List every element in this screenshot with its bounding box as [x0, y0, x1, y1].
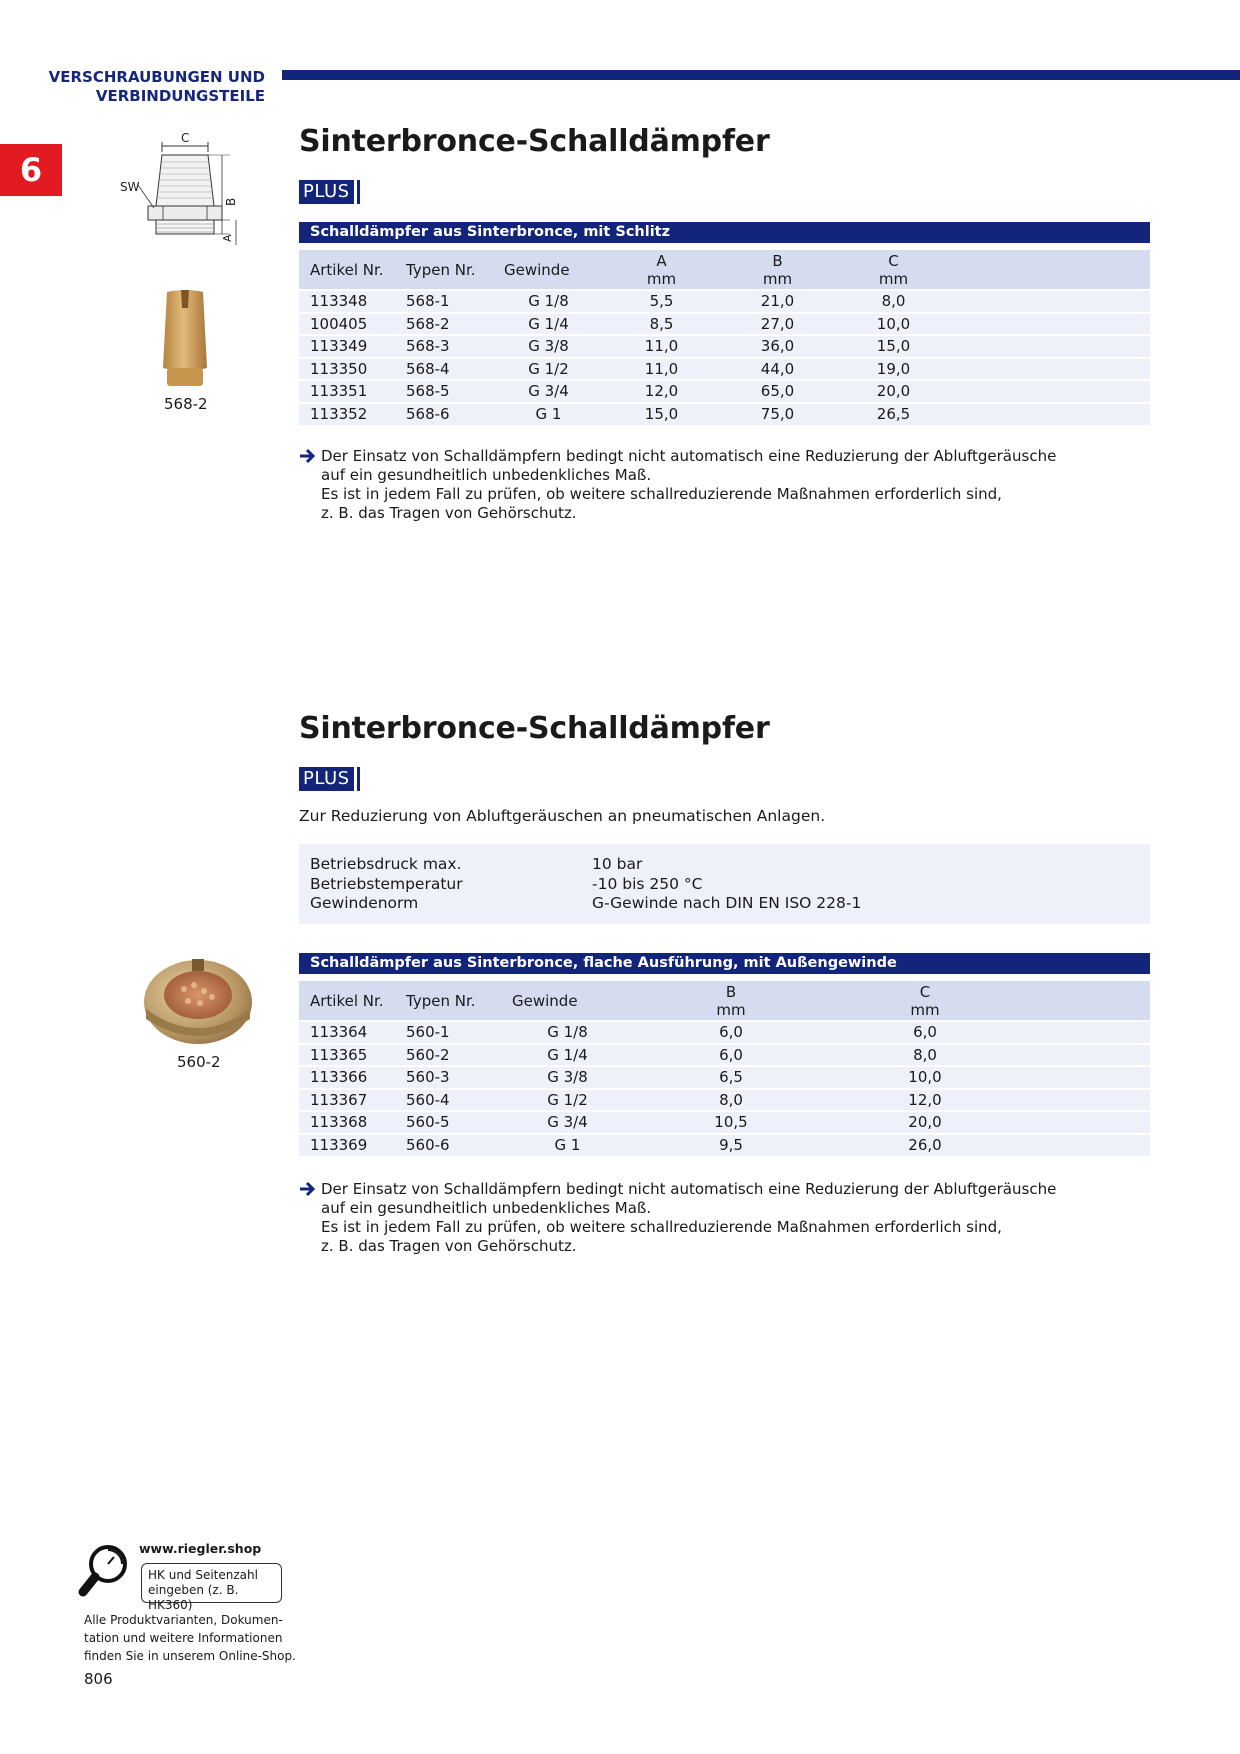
footer-info-line: tation und weitere Informationen	[84, 1631, 283, 1645]
note-1	[299, 447, 1056, 523]
plus-badge-text: PLUS	[299, 180, 354, 204]
table-row: 113349 568-3 G 3/8 11,0 36,0 15,0	[299, 335, 1150, 358]
plus-badge-bar	[357, 767, 360, 791]
table-row: 113367 560-4 G 1/2 8,0 12,0	[299, 1089, 1150, 1112]
note-1-line: Es ist in jedem Fall zu prüfen, ob weitere schallreduzierende Maßnahmen erforderlich sind,	[321, 485, 1002, 503]
table-row: 113369 560-6 G 1 9,5 26,0	[299, 1134, 1150, 1157]
header-rule	[282, 70, 1240, 80]
property-value: -10 bis 250 °C	[592, 874, 703, 893]
note-1-line: z. B. das Tragen von Gehörschutz.	[321, 504, 577, 522]
header-b: B mm	[762, 251, 793, 288]
chapter-tab: 6	[0, 144, 62, 196]
table-2-title: Schalldämpfer aus Sinterbronce, flache Ausführung, mit Außengewinde	[299, 953, 1150, 974]
dim-label-a: A	[221, 234, 234, 242]
footer-info-line: Alle Produktvarianten, Dokumen-	[84, 1613, 283, 1627]
table-row: 113348 568-1 G 1/8 5,5 21,0 8,0	[299, 290, 1150, 313]
header-b: B mm	[716, 982, 746, 1019]
muffler-568-photo	[155, 288, 215, 390]
table-row: 113364 560-1 G 1/8 6,0 6,0	[299, 1021, 1150, 1044]
dim-label-c: C	[181, 131, 190, 145]
plus-badge-text: PLUS	[299, 767, 354, 791]
header-artikel: Artikel Nr.	[310, 991, 384, 1010]
arrow-right-icon	[299, 1181, 317, 1197]
arrow-right-icon	[299, 448, 317, 464]
note-1-line: Der Einsatz von Schalldämpfern bedingt nicht automatisch eine Reduzierung der Abluftgeräusche	[321, 447, 1057, 465]
section-1-title: Sinterbronce-Schalldämpfer	[299, 124, 770, 159]
note-2-line: z. B. das Tragen von Gehörschutz.	[321, 1237, 577, 1255]
note-2-line: Es ist in jedem Fall zu prüfen, ob weitere schallreduzierende Maßnahmen erforderlich sind,	[321, 1218, 1002, 1236]
category-line-1: VERSCHRAUBUNGEN UND	[48, 68, 265, 86]
shop-link[interactable]: www.riegler.shop	[139, 1541, 262, 1556]
section-2-title: Sinterbronce-Schalldämpfer	[299, 711, 770, 746]
note-2-line: auf ein gesundheitlich unbedenkliches Maß.	[321, 1199, 652, 1217]
footer-info-line: finden Sie in unserem Online-Shop.	[84, 1649, 296, 1663]
header-gewinde: Gewinde	[504, 260, 570, 279]
plus-badge-1	[299, 180, 360, 204]
table-row: 113351 568-5 G 3/4 12,0 65,0 20,0	[299, 380, 1150, 403]
header-a: A mm	[646, 251, 677, 288]
category-line-2: VERBINDUNGSTEILE	[95, 87, 265, 105]
dim-label-b: B	[224, 197, 238, 206]
table-1-title: Schalldämpfer aus Sinterbronce, mit Schlitz	[299, 222, 1150, 243]
header-c: C mm	[878, 251, 909, 288]
shop-search-hint-line: eingeben (z. B. HK360)	[148, 1583, 239, 1612]
table-2-header-row	[299, 981, 1150, 1021]
shop-search-hint-line: HK und Seitenzahl	[148, 1568, 258, 1582]
table-2	[299, 981, 1150, 1156]
property-key: Betriebsdruck max.	[310, 855, 462, 873]
header-typen: Typen Nr.	[406, 991, 476, 1010]
header-typen: Typen Nr.	[406, 260, 476, 279]
note-2	[299, 1180, 1056, 1256]
magnifier-icon	[78, 1542, 136, 1600]
header-gewinde: Gewinde	[512, 991, 578, 1010]
property-value: G-Gewinde nach DIN EN ISO 228-1	[592, 894, 862, 912]
shop-search-hint	[141, 1563, 282, 1612]
property-value: 10 bar	[592, 855, 643, 873]
section-2-intro: Zur Reduzierung von Abluftgeräuschen an pneumatischen Anlagen.	[299, 807, 826, 825]
dim-label-sw: SW	[120, 180, 140, 194]
table-1-header-row	[299, 250, 1150, 290]
property-key: Gewindenorm	[310, 894, 419, 912]
note-2-line: Der Einsatz von Schalldämpfern bedingt nicht automatisch eine Reduzierung der Abluftgeräusche	[321, 1180, 1057, 1198]
muffler-560-photo	[142, 957, 254, 1047]
header-artikel: Artikel Nr.	[310, 260, 384, 279]
plus-badge-2	[299, 767, 360, 791]
table-row: 113352 568-6 G 1 15,0 75,0 26,5	[299, 403, 1150, 426]
table-row: 113365 560-2 G 1/4 6,0 8,0	[299, 1044, 1150, 1067]
property-key: Betriebstemperatur	[310, 874, 463, 893]
footer-info	[84, 1611, 296, 1665]
table-row: 113368 560-5 G 3/4 10,5 20,0	[299, 1111, 1150, 1134]
muffler-dimension-drawing	[118, 130, 248, 250]
header-c: C mm	[910, 982, 940, 1019]
properties-box	[299, 844, 1150, 924]
note-1-line: auf ein gesundheitlich unbedenkliches Maß.	[321, 466, 652, 484]
table-1	[299, 250, 1150, 425]
table-row: 113366 560-3 G 3/8 6,5 10,0	[299, 1066, 1150, 1089]
category-heading	[49, 68, 265, 106]
table-row: 113350 568-4 G 1/2 11,0 44,0 19,0	[299, 358, 1150, 381]
image-caption-560-2: 560-2	[177, 1053, 221, 1071]
plus-badge-bar	[357, 180, 360, 204]
page-number: 806	[84, 1670, 113, 1688]
image-caption-568-2: 568-2	[164, 395, 208, 413]
table-row: 100405 568-2 G 1/4 8,5 27,0 10,0	[299, 313, 1150, 336]
